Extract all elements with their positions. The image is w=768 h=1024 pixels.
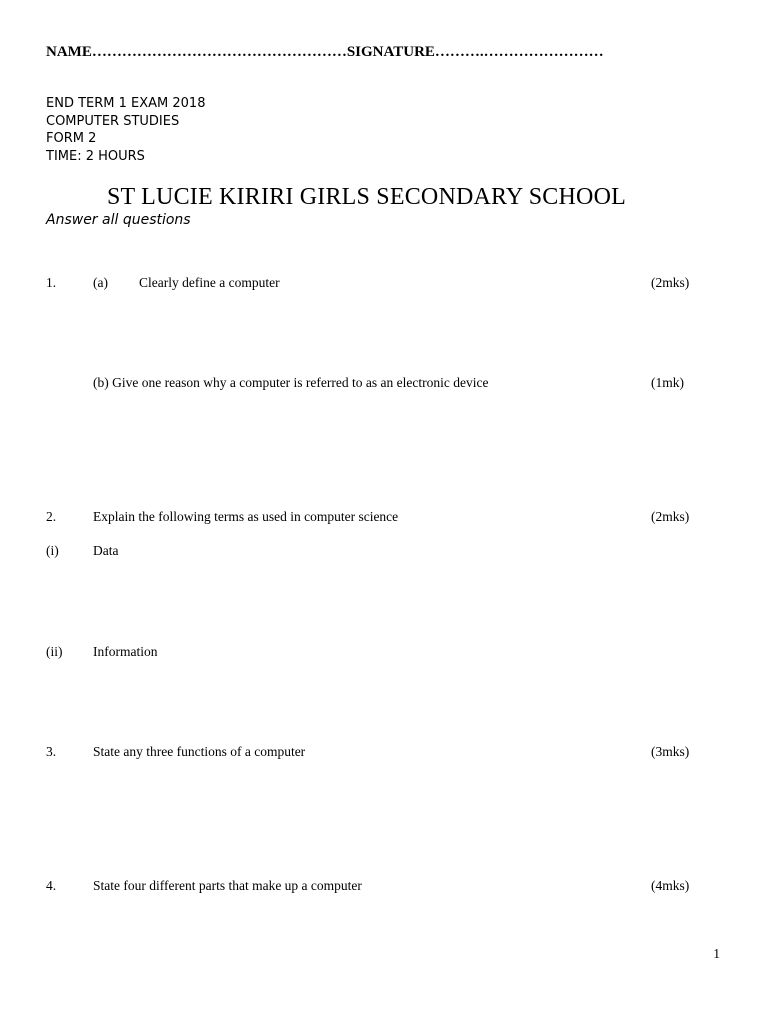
question-3-text: State any three functions of a computer [93, 744, 306, 759]
question-2-number: 2. [46, 509, 57, 524]
question-2ii-text: Information [93, 644, 158, 659]
question-2i-text: Data [93, 543, 119, 558]
question-2-text: Explain the following terms as used in computer science [93, 509, 399, 524]
question-1a-text: Clearly define a computer [139, 275, 280, 290]
question-2ii-label: (ii) [46, 644, 63, 659]
instructions: Answer all questions [46, 212, 191, 228]
question-2-marks: (2mks) [651, 509, 690, 524]
page-number: 1 [713, 946, 720, 961]
question-1b-text: (b) Give one reason why a computer is referred to as an electronic device [93, 375, 489, 390]
form-level: FORM 2 [46, 131, 97, 146]
question-1a-marks: (2mks) [651, 275, 690, 290]
school-title: ST LUCIE KIRIRI GIRLS SECONDARY SCHOOL [107, 184, 626, 210]
question-1-number: 1. [46, 275, 57, 290]
exam-title: END TERM 1 EXAM 2018 [46, 96, 206, 111]
question-4-number: 4. [46, 878, 57, 893]
question-3-number: 3. [46, 744, 57, 759]
question-2i-label: (i) [46, 543, 59, 558]
question-4-marks: (4mks) [651, 878, 690, 893]
question-4-text: State four different parts that make up a computer [93, 878, 362, 893]
exam-header [46, 95, 205, 165]
subject-name: COMPUTER STUDIES [46, 113, 180, 129]
question-3-marks: (3mks) [651, 744, 690, 759]
exam-time: TIME: 2 HOURS [46, 148, 145, 164]
question-1a-label: (a) [93, 275, 108, 290]
question-1b-marks: (1mk) [651, 375, 684, 390]
name-signature-line: NAME……………………………………………SIGNATURE……….…………………… [46, 44, 604, 60]
